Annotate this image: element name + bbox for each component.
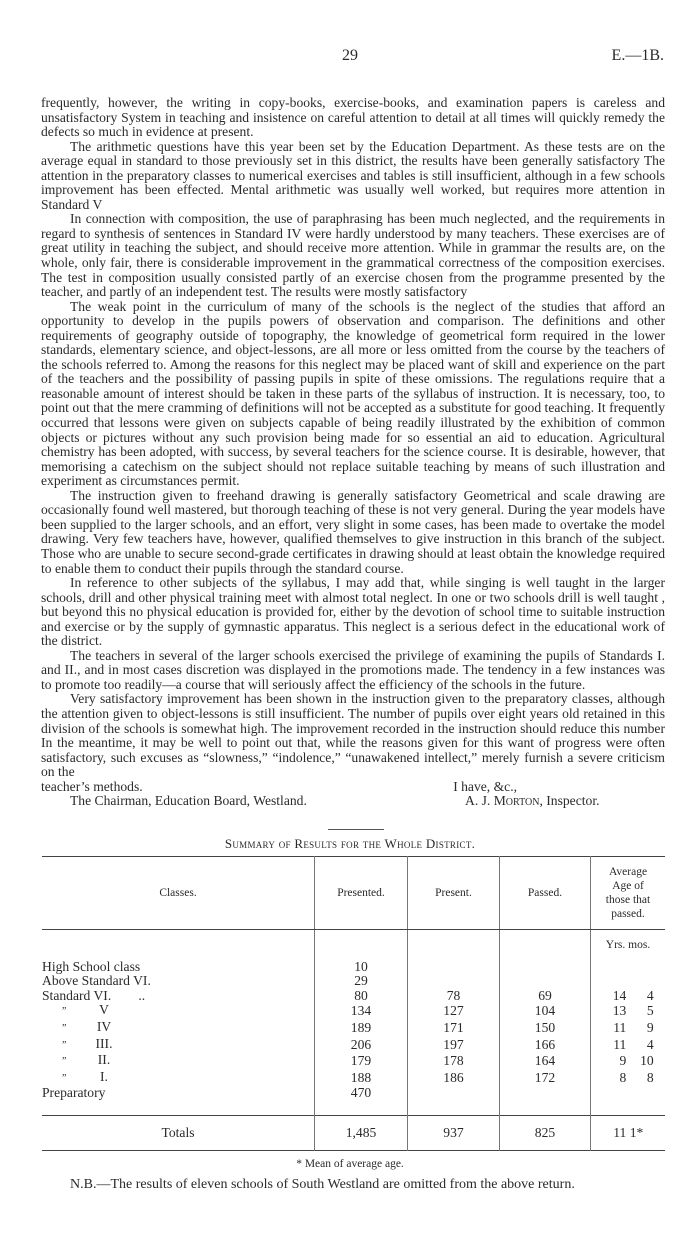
passed-cell: 69 [500,989,591,1004]
ditto-mark: ” [62,1022,67,1034]
paragraph: The arithmetic questions have this year been set by the Education Department. As these tests are on the average equal in standard to those previously set in this district, the results have been generally satisfactory The attention in the preparatory classes to numerical exercises and tables is still insufficient, although in a few schools improvement has been effected. Mental arithmetic was usually well worked, but requires more attention in Standard V [41,138,665,212]
salutation: I have, &c., [453,778,517,794]
passed-cell: 172 [500,1070,591,1087]
note: N.B.—The results of eleven schools of South Westland are omitted from the above return. [70,1177,575,1193]
age-cell [591,989,666,1004]
document-reference: E.—1B. [611,47,664,64]
presented-cell: 189 [315,1020,408,1037]
present-cell [408,960,500,975]
results-table [42,856,665,1151]
present-cell: 78 [408,989,500,1004]
class-label: IV [96,1018,112,1034]
age-cell [591,1020,666,1037]
present-cell: 197 [408,1037,500,1054]
present-cell: 178 [408,1053,500,1070]
footnote: * Mean of average age. [296,1158,404,1171]
age-mos: 4 [646,1036,654,1052]
signatory-name: Morton [493,793,540,809]
passed-cell: 104 [500,1003,591,1020]
age-cell [591,974,666,989]
paragraph: The teachers in several of the larger schools exercised the privilege of examining the pupils of Standards I. and II., and in most cases discretion was displayed in the promotions made. The tendency in a few instances was to promote too readily—a course that will seriously affect the efficiency of the schools in the future. [41,647,665,692]
class-cell [42,1053,315,1070]
presented-cell: 188 [315,1070,408,1087]
presented-cell: 470 [315,1086,408,1101]
presented-cell: 80 [315,989,408,1004]
table-row [42,989,665,1004]
class-cell [42,1020,315,1037]
column-header: Present. [408,856,500,929]
column-header: Presented. [315,856,408,929]
paragraph: In connection with composition, the use of paraphrasing has been much neglected, and the requirements in regard to synthesis of sentences in Standard IV were hardly understood by many teachers. These exercises are of great utility in teaching the subject, and should receive more attention. While in grammar the results are, on the whole, only fair, there is considerable improvement in the grammatical correctness of the composition exercises. The test in composition usually consisted partly of an exercise chosen from the programme presented by the teacher, and partly of an independent test. The results were mostly satisfactory [41,211,665,300]
class-cell [42,974,315,989]
class-cell [42,1003,315,1020]
class-cell [42,960,315,975]
presented-cell: 29 [315,974,408,989]
totals-present: 937 [408,1116,500,1151]
passed-cell: 164 [500,1053,591,1070]
class-label: Above Standard VI. [42,973,151,989]
age-mos: 5 [646,1003,654,1019]
present-cell [408,974,500,989]
signatory [465,794,600,809]
age-units: Yrs. mos. [591,929,666,960]
present-cell [408,1086,500,1101]
age-mos: 8 [646,1069,654,1085]
page-header [0,46,700,66]
column-header: Passed. [500,856,591,929]
paragraph: frequently, however, the writing in copy-books, exercise-books, and examination papers is careless and unsatisfactory System in teaching and insistence on careful attention to detail at all times will quickly remedy the defects so much in evidence at present. [41,95,665,140]
paragraph: In reference to other subjects of the syllabus, I may add that, while singing is well taught in the larger schools, drill and other physical training meet with almost total neglect. In one or two schools drill is well taught , but beyond this no physical education is provided for, either by the devotion of school time to suitable instruction and exercise or by the supply of gymnastic apparatus. This neglect is a serious defect in the educational work of the district. [41,575,665,649]
column-header: Classes. [42,856,315,929]
addressee: The Chairman, Education Board, Westland. [70,793,307,809]
table-row [42,1037,665,1054]
table-row [42,974,665,989]
present-cell: 171 [408,1020,500,1037]
closing-line [41,780,665,795]
page-number: 29 [342,47,358,64]
class-label: Preparatory [42,1085,106,1101]
class-cell [42,1086,315,1101]
age-cell [591,1086,666,1101]
divider [328,829,384,830]
totals-passed: 825 [500,1116,591,1151]
age-cell [591,1053,666,1070]
age-cell [591,1003,666,1020]
table-row [42,1070,665,1087]
class-label: I. [100,1068,108,1084]
present-cell: 127 [408,1003,500,1020]
totals-row [42,1116,665,1151]
presented-cell: 179 [315,1053,408,1070]
class-label: III. [95,1035,113,1051]
totals-label: Totals [42,1116,315,1151]
totals-age [591,1116,666,1151]
passed-cell [500,974,591,989]
last-line: teacher’s methods. [41,778,143,794]
totals-mos: 1* [629,1124,644,1140]
table-row [42,960,665,975]
column-header: Average Age of those that passed. [591,856,666,929]
passed-cell [500,1086,591,1101]
age-cell [591,1070,666,1087]
class-cell [42,989,315,1004]
passed-cell: 150 [500,1020,591,1037]
ditto-mark: ” [62,1072,67,1084]
class-label: High School class [42,958,141,974]
presented-cell: 206 [315,1037,408,1054]
passed-cell [500,960,591,975]
paragraph: The instruction given to freehand drawing is generally satisfactory Geometrical and scale drawing are occasionally found well mastered, but thorough teaching of these is not very general. During the year models have been supplied to the larger schools, and an effort, very slight in some cases, has been made to overtake the model drawing. Very few teachers have, however, qualified themselves to give instruction in this branch of the subject. Those who are unable to secure second-grade certificates in drawing should at least obtain the knowledge required to enable them to conduct their pupils through the standard course. [41,487,665,576]
age-yrs: 11 [613,1019,627,1035]
passed-cell: 166 [500,1037,591,1054]
presented-cell: 134 [315,1003,408,1020]
age-mos: 9 [646,1019,654,1035]
paragraph: The weak point in the curriculum of many of the schools is the neglect of the studies that afford an opportunity to develop in the pupils powers of observation and comparison. The definitions and other requirements of geography outside of topography, the knowledge of geometrical form required in the lower standards, elementary science, and object-lessons, are all more or less omitted from the course by the teachers of the schools referred to. Among the reasons for this neglect may be placed want of skill and experience on the part of the teachers and the possibility of passing pupils in spite of these omissions. The regulations require that a reasonable amount of interest should be taken in these parts of the syllabus of instruction. It is necessary, too, to point out that the mere cramming of definitions will not be accepted as a substitute for good teaching. It frequently occurred that lessons were given on subjects capable of being readily illustrated by the exhibition of common objects or pictures without any such provision being made for so essential an aid to education. Agricultural chemistry has been adopted, with success, by several teachers for the science course. It is desirable, however, that memorising a catechism on the subject should not replace suitable teaching by means of such illustration and experiment as circumstances permit. [41,298,665,489]
presented-cell: 10 [315,960,408,975]
totals-yrs: 11 [613,1124,627,1140]
age-yrs: 11 [613,1036,627,1052]
class-label: V [99,1002,109,1018]
totals-presented: 1,485 [315,1116,408,1151]
table-row [42,1020,665,1037]
class-label: Standard VI. .. [42,987,146,1003]
class-cell [42,1070,315,1087]
age-mos: 10 [640,1053,654,1069]
class-label: II. [97,1052,111,1068]
age-yrs: 14 [612,987,627,1003]
class-cell [42,1037,315,1054]
table-row [42,1086,665,1101]
ditto-mark: ” [62,1039,67,1051]
table-row [42,1003,665,1020]
signatory-initials: A. J. [465,793,491,809]
signatory-title: , Inspector. [539,793,600,809]
ditto-mark: ” [62,1056,67,1068]
age-cell [591,960,666,975]
age-yrs: 13 [612,1003,627,1019]
present-cell: 186 [408,1070,500,1087]
age-yrs: 9 [619,1053,627,1069]
paragraph: Very satisfactory improvement has been shown in the instruction given to the preparatory classes, although the attention given to object-lessons is still insufficient. The number of pupils over eight years old retained in this division of the schools is somewhat high. The improvement recorded in the instruction should reduce this number In the meantime, it may be well to point out that, while the reasons given for this want of progress were often satisfactory, such excuses as “slowness,” “indolence,” “unawakened intellect,” merely furnish a severe criticism on the [41,691,665,780]
age-yrs: 8 [619,1069,627,1085]
report-body [41,96,665,809]
age-mos: 4 [646,987,654,1003]
signature-line [41,794,665,809]
ditto-mark: ” [62,1006,67,1018]
table-title: Summary of Results for the Whole District. [224,835,476,851]
table-row [42,1053,665,1070]
age-cell [591,1037,666,1054]
